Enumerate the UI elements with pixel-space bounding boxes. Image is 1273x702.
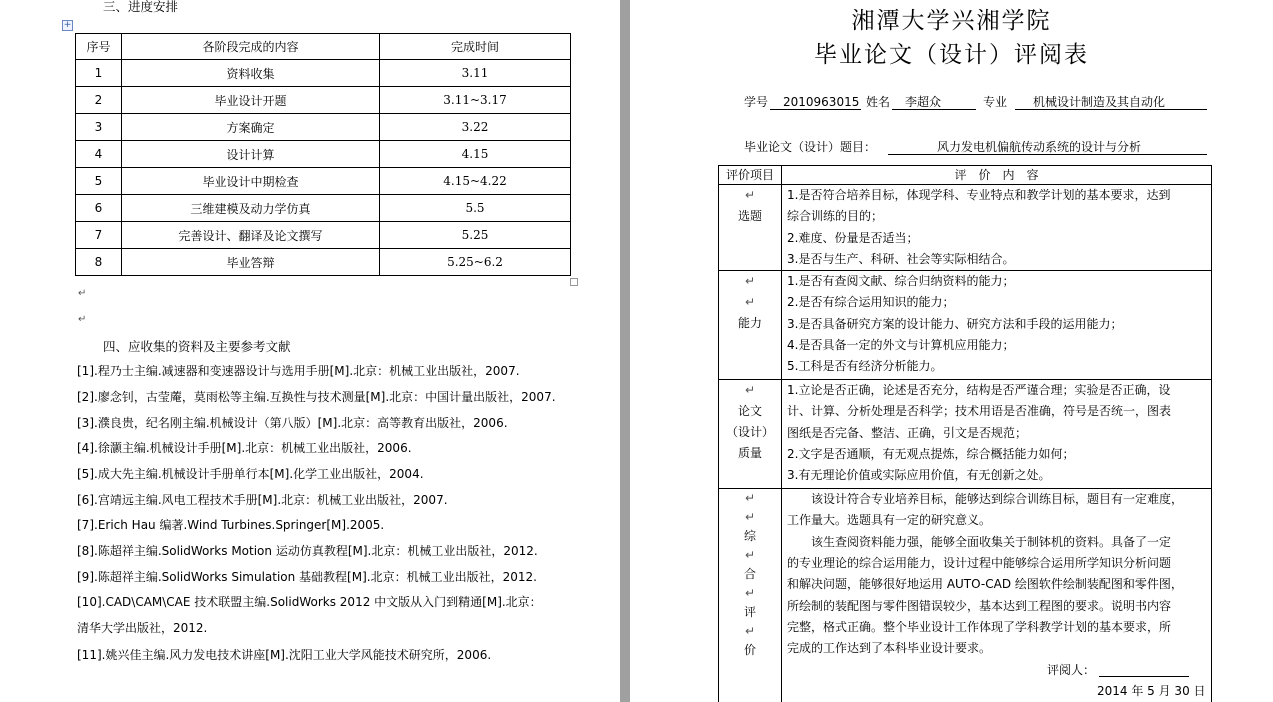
review-content-cell [782,185,1212,271]
reference-item: [7].Erich Hau 编著.Wind Turbines.Springer[M].2005. [77,518,385,532]
row-time: 5.25 [380,222,571,249]
paragraph-mark-icon: ↵ [744,510,756,525]
name-label: 姓名 [866,95,891,109]
criteria-line: 5.工科是否有经济分析能力。 [787,359,943,374]
paragraph-mark-icon: ↵ [744,491,756,506]
review-item-cell [719,489,782,702]
section4-heading: 四、应收集的资料及主要参考文献 [103,339,291,354]
comment-line: 该设计符合专业培养目标，能够达到综合训练目标，题目有一定难度， [787,492,1184,507]
reference-item: [2].廖念钊，古莹蓭，莫雨松等主编.互换性与技术测量[M].北京：中国计量出版社，2007. [77,390,556,404]
row-time: 4.15~4.22 [380,168,571,195]
review-item-label: （设计） [725,425,774,440]
row-content: 完善设计、翻译及论文撰写 [122,222,380,249]
schedule-table [75,33,571,276]
reference-item: [4].徐灏主编.机械设计手册[M].北京：机械工业出版社，2006. [77,441,412,455]
topic-underline [888,154,1207,155]
review-item-cell [719,271,782,380]
row-index: 2 [76,87,122,114]
student-id-underline [770,109,861,110]
topic-value: 风力发电机偏航传动系统的设计与分析 [937,140,1142,154]
student-id-value: 2010963015 [783,95,860,109]
reference-item: [5].成大先主编.机械设计手册单行本[M].化学工业出版社，2004. [77,467,424,481]
header-cell-time: 完成时间 [380,34,571,60]
topic-label: 毕业论文（设计）题目： [744,140,877,154]
criteria-line: 2.是否有综合运用知识的能力； [787,295,955,310]
row-content: 毕业设计开题 [122,87,380,114]
table-row [76,222,571,249]
review-row-quality [719,380,1212,489]
row-content: 三维建模及动力学仿真 [122,195,380,222]
row-time: 5.5 [380,195,571,222]
major-label: 专业 [983,95,1008,109]
reference-item: 清华大学出版社，2012. [77,621,208,635]
row-index: 5 [76,168,122,195]
major-underline [1015,109,1207,110]
header-item: 评价项目 [719,166,782,185]
comment-line: 工作量大。选题具有一定的研究意义。 [787,513,992,528]
review-item-label: 论文 [737,404,762,419]
review-row-topic [719,185,1212,271]
review-item-label: 价 [743,643,756,658]
table-row [76,87,571,114]
row-content: 毕业答辩 [122,249,380,276]
paragraph-mark-icon: ↵ [78,288,87,299]
criteria-line: 4.是否具备一定的外文与计算机应用能力； [787,338,1015,353]
criteria-line: 2.难度、份量是否适当； [787,230,919,245]
review-item-label: 质量 [737,446,762,461]
section3-heading: 三、进度安排 [103,0,179,14]
paragraph-mark-icon: ↵ [744,274,756,289]
paragraph-mark-icon: ↵ [744,383,756,398]
paragraph-mark-icon: ↵ [78,314,87,325]
reviewer-signature-field[interactable] [1099,664,1189,677]
criteria-line: 计、计算、分析处理是否科学；技术用语是否准确，符号是否统一，图表 [787,404,1172,419]
criteria-line: 3.是否具备研究方案的设计能力、研究方法和手段的运用能力； [787,316,1123,331]
reviewer-signature-line [787,660,1211,681]
review-row-ability [719,271,1212,380]
review-header-row [719,166,1212,185]
row-content: 方案确定 [122,114,380,141]
review-item-cell [719,380,782,489]
criteria-line: 2.文字是否通顺，有无观点提炼，综合概括能力如何； [787,447,1075,462]
review-row-overall [719,489,1212,702]
page-gap [620,0,630,702]
table-row [76,249,571,276]
schedule-header-row [76,34,571,60]
review-item-label: 综 [743,529,756,544]
reference-item: [8].陈超祥主编.SolidWorks Motion 运动仿真教程[M].北京：机械工业出版社，2012. [77,544,538,558]
reference-item: [3].濮良贵，纪名刚主编.机械设计（第八版）[M].北京：高等教育出版社，2006. [77,416,508,430]
row-index: 7 [76,222,122,249]
review-content-cell [782,380,1212,489]
comment-line: 的专业理论的综合运用能力，设计过程中能够综合运用所学知识分析问题 [787,556,1172,571]
row-time: 5.25~6.2 [380,249,571,276]
reference-item: [6].宫靖远主编.风电工程技术手册[M].北京：机械工业出版社，2007. [77,493,448,507]
reference-item: [9].陈超祥主编.SolidWorks Simulation 基础教程[M].北京：机械工业出版社，2012. [77,570,537,584]
table-row [76,195,571,222]
row-index: 8 [76,249,122,276]
name-underline [892,109,976,110]
row-time: 3.22 [380,114,571,141]
row-content: 资料收集 [122,60,380,87]
review-table [718,165,1212,702]
table-move-handle-icon[interactable]: + [63,20,72,30]
paragraph-mark-icon: ↵ [744,295,756,310]
review-item-label: 能力 [737,316,762,331]
row-index: 3 [76,114,122,141]
criteria-line: 3.是否与生产、科研、社会等实际相结合。 [787,251,1015,266]
row-content: 设计计算 [122,141,380,168]
row-content: 毕业设计中期检查 [122,168,380,195]
school-title: 湘潭大学兴湘学院 [851,8,1052,34]
review-item-cell [719,185,782,271]
review-content-cell [782,271,1212,380]
document-page-right [630,0,1273,702]
reference-item: [10].CAD\CAM\CAE 技术联盟主编.SolidWorks 2012 中文版从入门到精通[M].北京： [77,595,542,609]
row-index: 6 [76,195,122,222]
paragraph-mark-icon: ↵ [744,586,756,601]
row-index: 4 [76,141,122,168]
document-page-left [0,0,620,702]
table-row [76,168,571,195]
criteria-line: 综合训练的目的； [787,209,884,224]
reference-item: [11].姚兴佳主编.风力发电技术讲座[M].沈阳工业大学风能技术研究所，2006. [77,648,492,662]
comment-line: 所绘制的装配图与零件图错误较少，基本达到工程图的要求。说明书内容 [787,598,1172,613]
row-index: 1 [76,60,122,87]
table-row [76,114,571,141]
paragraph-mark-icon: ↵ [744,624,756,639]
comment-line: 和解决问题，能够很好地运用 AUTO-CAD 绘图软件绘制装配图和零件图， [787,577,1183,592]
review-item-label: 合 [743,567,756,582]
name-value: 李超众 [905,95,942,109]
criteria-line: 1.是否符合培养目标，体现学科、专业特点和教学计划的基本要求，达到 [787,188,1171,202]
paragraph-mark-icon: ↵ [744,188,756,202]
row-time: 3.11~3.17 [380,87,571,114]
table-row [76,141,571,168]
criteria-line: 1.是否有查阅文献、综合归纳资料的能力； [787,274,1015,289]
criteria-line: 图纸是否完备、整洁、正确，引文是否规范； [787,425,1028,440]
header-content: 评 价 内 容 [782,166,1212,185]
criteria-line: 1.立论是否正确，论述是否充分，结构是否严谨合理；实验是否正确，设 [787,383,1171,398]
criteria-line: 3.有无理论价值或实际应用价值，有无创新之处。 [787,468,1051,483]
header-cell-index: 序号 [76,34,122,60]
table-resize-handle-icon[interactable] [570,278,578,286]
table-row [76,60,571,87]
comment-line: 完成的工作达到了本科毕业设计要求。 [787,641,992,656]
reviewer-label: 评阅人： [1047,662,1096,677]
review-item-label: 评 [743,605,756,620]
review-date: 2014 年 5 月 30 日 [1097,683,1206,698]
paragraph-mark-icon: ↵ [744,548,756,563]
comment-line: 完整，格式正确。整个毕业设计工作体现了学科教学计划的基本要求，所 [787,619,1172,634]
reference-item: [1].程乃士主编.减速器和变速器设计与选用手册[M].北京：机械工业出版社，2007. [77,364,520,378]
header-cell-content: 各阶段完成的内容 [122,34,380,60]
row-time: 3.11 [380,60,571,87]
row-time: 4.15 [380,141,571,168]
review-item-label: 选题 [737,209,762,223]
review-content-cell [782,489,1212,702]
comment-line: 该生查阅资料能力强，能够全面收集关于制钵机的资料。具备了一定 [787,534,1172,549]
form-title: 毕业论文（设计）评阅表 [814,42,1089,68]
student-id-label: 学号 [744,95,769,109]
major-value: 机械设计制造及其自动化 [1033,95,1166,109]
